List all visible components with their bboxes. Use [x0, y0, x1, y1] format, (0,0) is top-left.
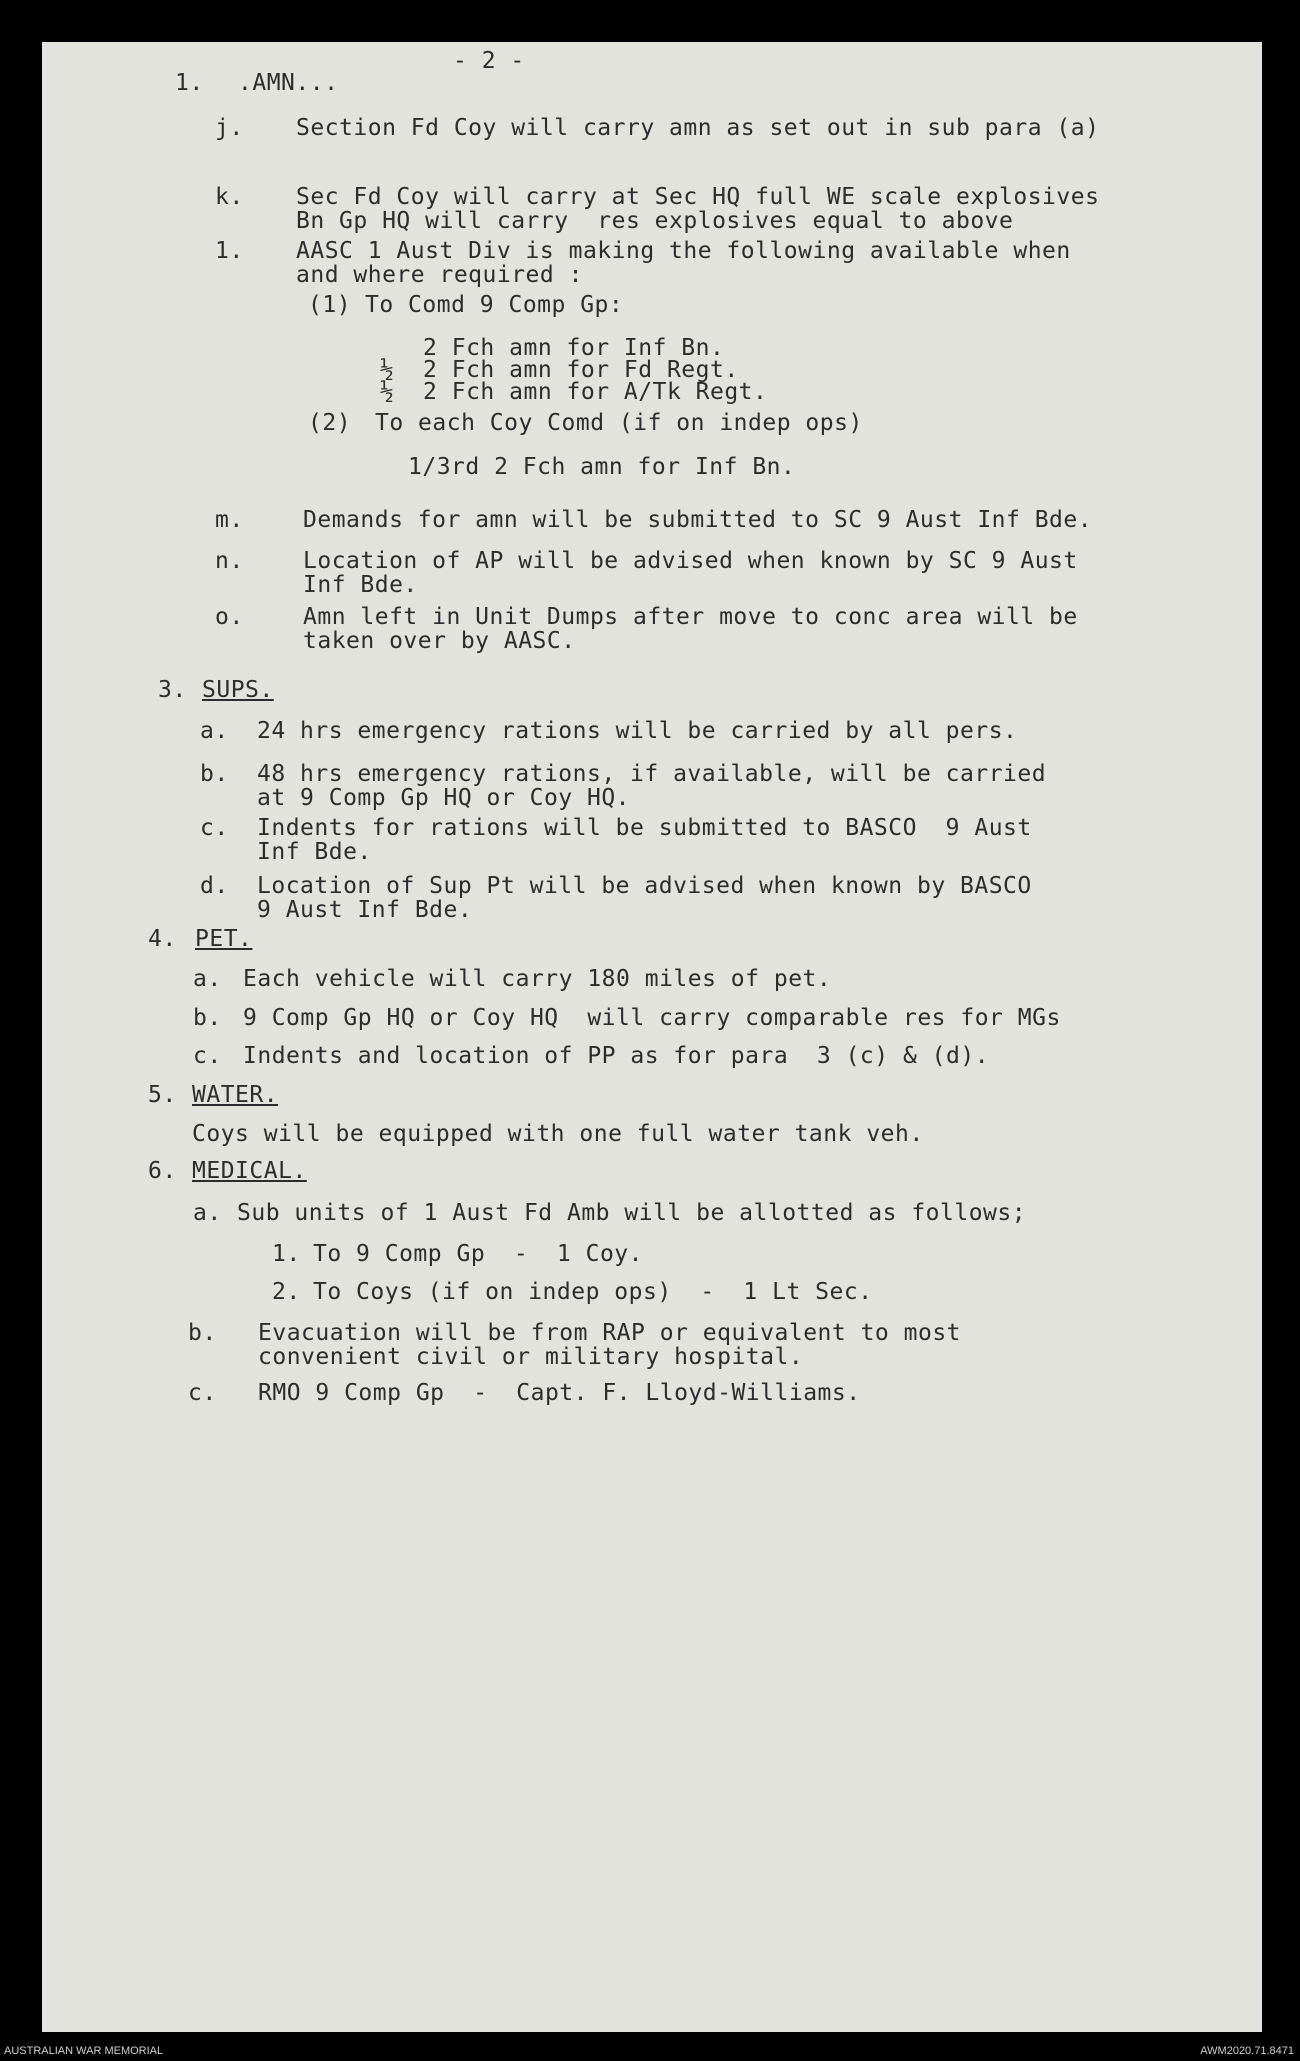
text-line-5-text: Coys will be equipped with one full water tank veh.	[192, 1121, 924, 1147]
text-line-p1-num: 1.	[175, 70, 204, 96]
text-line-l2-num: (2)	[308, 410, 352, 436]
text-line-6a1-text: To 9 Comp Gp - 1 Coy.	[313, 1241, 643, 1267]
text-line-4c-marker: c.	[193, 1043, 222, 1069]
page-number: - 2 -	[453, 48, 525, 74]
text-line-l-marker: 1.	[215, 238, 244, 264]
text-line-3d-text-1: Location of Sup Pt will be advised when known by BASCO	[257, 873, 1032, 899]
text-line-n-marker: n.	[215, 548, 244, 574]
text-line-6a-text: Sub units of 1 Aust Fd Amb will be allotted as follows;	[237, 1200, 1027, 1226]
text-line-l1-num: (1)	[308, 292, 352, 318]
text-line-p3-head: SUPS.	[202, 677, 274, 703]
text-line-6a2-text: To Coys (if on indep ops) - 1 Lt Sec.	[313, 1279, 873, 1305]
document-page	[42, 42, 1262, 2032]
text-line-n-text-1: Location of AP will be advised when known by SC 9 Aust	[303, 548, 1078, 574]
text-line-4b-text: 9 Comp Gp HQ or Coy HQ will carry comparable res for MGs	[243, 1005, 1061, 1031]
text-line-3c-text-1: Indents for rations will be submitted to BASCO 9 Aust	[257, 815, 1032, 841]
text-line-l2-text: To each Coy Comd (if on indep ops)	[375, 410, 863, 436]
text-line-l-text-1: AASC 1 Aust Div is making the following available when	[296, 238, 1071, 264]
text-line-p6-head: MEDICAL.	[192, 1158, 307, 1184]
text-line-6a-marker: a.	[193, 1200, 222, 1226]
text-line-6b-text-1: Evacuation will be from RAP or equivalent to most	[258, 1320, 962, 1346]
text-line-4b-marker: b.	[193, 1005, 222, 1031]
text-line-l1-a: 2 Fch amn for Inf Bn.	[380, 335, 725, 361]
text-line-3b-marker: b.	[200, 761, 229, 787]
text-line-l2-a: 1/3rd 2 Fch amn for Inf Bn.	[408, 454, 796, 480]
text-line-3c-marker: c.	[200, 815, 229, 841]
text-line-6a1-num: 1.	[272, 1241, 301, 1267]
text-line-6c-marker: c.	[188, 1380, 217, 1406]
text-line-3b-text-2: at 9 Comp Gp HQ or Coy HQ.	[257, 785, 631, 811]
text-line-p3-num: 3.	[158, 677, 187, 703]
text-line-o-text-2: taken over by AASC.	[303, 628, 576, 654]
text-line-3c-text-2: Inf Bde.	[257, 839, 372, 865]
text-line-3a-text: 24 hrs emergency rations will be carried by all pers.	[257, 718, 1018, 744]
text-line-j-marker: j.	[215, 115, 244, 141]
text-line-p1-head: .AMN...	[238, 70, 339, 96]
text-line-6c-text: RMO 9 Comp Gp - Capt. F. Lloyd-Williams.	[258, 1380, 861, 1406]
text-line-m-text: Demands for amn will be submitted to SC 9 Aust Inf Bde.	[303, 507, 1093, 533]
text-line-l1-b: ½ 2 Fch amn for Fd Regt.	[380, 357, 739, 383]
text-line-k-text-1: Sec Fd Coy will carry at Sec HQ full WE scale explosives	[296, 184, 1100, 210]
text-line-l1-c: ½ 2 Fch amn for A/Tk Regt.	[380, 379, 768, 405]
text-line-l-text-2: and where required :	[296, 262, 583, 288]
text-line-o-marker: o.	[215, 604, 244, 630]
text-line-6b-marker: b.	[188, 1320, 217, 1346]
footer-reference: AWM2020.71.8471	[1200, 2045, 1294, 2057]
text-line-k-text-2: Bn Gp HQ will carry res explosives equal to above	[296, 208, 1014, 234]
text-line-4a-text: Each vehicle will carry 180 miles of pet.	[243, 966, 832, 992]
text-line-j-text: Section Fd Coy will carry amn as set out in sub para (a)	[296, 115, 1100, 141]
text-line-n-text-2: Inf Bde.	[303, 572, 418, 598]
text-line-l1-text: To Comd 9 Comp Gp:	[365, 292, 624, 318]
text-line-3a-marker: a.	[200, 718, 229, 744]
text-line-4a-marker: a.	[193, 966, 222, 992]
text-line-6b-text-2: convenient civil or military hospital.	[258, 1344, 804, 1370]
text-line-p5-head: WATER.	[192, 1082, 279, 1108]
text-line-o-text-1: Amn left in Unit Dumps after move to conc area will be	[303, 604, 1078, 630]
text-line-6a2-num: 2.	[272, 1279, 301, 1305]
text-line-m-marker: m.	[215, 507, 244, 533]
text-line-p6-num: 6.	[148, 1158, 177, 1184]
text-line-4c-text: Indents and location of PP as for para 3 (c) & (d).	[243, 1043, 990, 1069]
text-line-p4-head: PET.	[195, 926, 253, 952]
text-line-p4-num: 4.	[148, 926, 177, 952]
text-line-3d-text-2: 9 Aust Inf Bde.	[257, 897, 473, 923]
text-line-k-marker: k.	[215, 184, 244, 210]
text-line-p5-num: 5.	[148, 1082, 177, 1108]
text-line-3d-marker: d.	[200, 873, 229, 899]
text-line-3b-text-1: 48 hrs emergency rations, if available, will be carried	[257, 761, 1047, 787]
footer-archive-name: AUSTRALIAN WAR MEMORIAL	[4, 2045, 164, 2057]
